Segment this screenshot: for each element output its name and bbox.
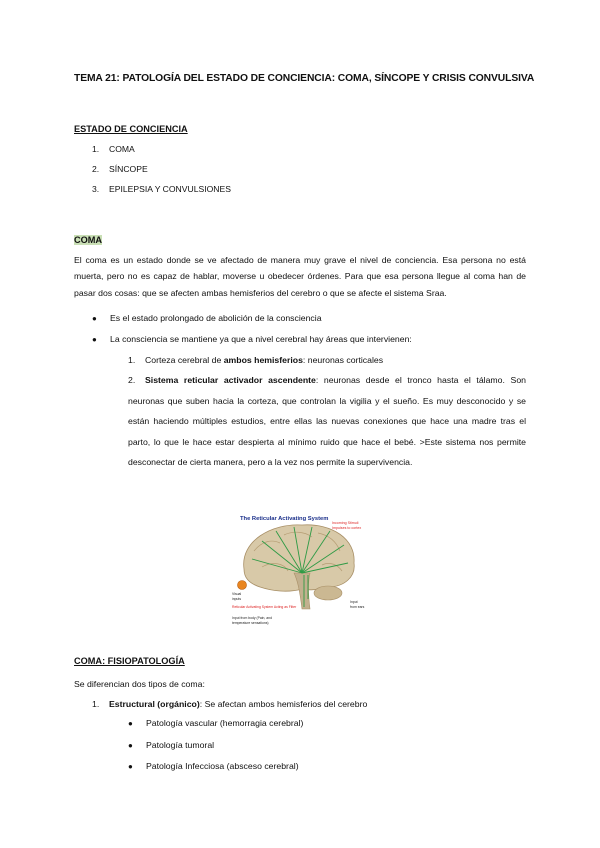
- list-item: [128, 761, 299, 771]
- sub-bold: Sistema reticular activador ascendente: [145, 375, 316, 385]
- label-top-right-2: Impulses to cortex: [332, 526, 362, 530]
- label-bottom-2: temperature sensations): [232, 621, 269, 625]
- list-text: SÍNCOPE: [109, 164, 148, 174]
- bullet-text: Patología tumoral: [146, 740, 215, 750]
- bullet-text: La consciencia se mantiene ya que a nivel cerebral hay áreas que intervienen:: [110, 334, 412, 344]
- label-left-1: Visual: [232, 592, 242, 596]
- list-number: 1.: [128, 355, 136, 365]
- page-title: TEMA 21: PATOLOGÍA DEL ESTADO DE CONCIENCIA: COMA, SÍNCOPE Y CRISIS CONVULSIVA: [74, 73, 535, 84]
- item-bold: Estructural (orgánico): [109, 699, 200, 709]
- brain-diagram: [232, 511, 382, 631]
- list-item: [92, 144, 135, 154]
- list-item: [128, 718, 303, 728]
- fisio-intro: Se diferencian dos tipos de coma:: [74, 679, 205, 689]
- list-item: [92, 313, 322, 323]
- list-text: COMA: [109, 144, 135, 154]
- eye-icon: [238, 581, 247, 590]
- sub-bold: ambos hemisferios: [223, 355, 303, 365]
- bullet-icon: ●: [92, 314, 97, 323]
- coma-paragraph: El coma es un estado donde se ve afectado de manera muy grave el nivel de conciencia. Esa persona no está muerta, pero no es capaz de hablar, moverse u obedecer órdenes. Para que esa persona llegue al coma han de pasar dos cosas: que se afecten ambas hemisferios del cerebro o que se afecte el sistema Sraa.: [74, 255, 526, 298]
- list-item: [92, 164, 148, 174]
- bullet-text: Patología vascular (hemorragia cerebral): [146, 718, 304, 728]
- section-heading-estado: ESTADO DE CONCIENCIA: [74, 124, 188, 134]
- bullet-icon: ●: [128, 762, 133, 771]
- bullet-text: Es el estado prolongado de abolición de la consciencia: [110, 313, 322, 323]
- label-right-2: from ears: [350, 605, 365, 609]
- list-number: 3.: [92, 184, 100, 194]
- label-top-right: Incoming Stimuli: [332, 521, 359, 525]
- list-item: [92, 184, 231, 194]
- label-right-1: Input: [350, 600, 358, 604]
- figure-title: The Reticular Activating System: [240, 516, 329, 522]
- coma-heading: COMA: [74, 235, 103, 245]
- sub-text: Corteza cerebral de: [145, 355, 224, 365]
- label-left-2: inputs: [232, 597, 242, 601]
- sub-item-sistema: [128, 370, 526, 473]
- fisio-item-estructural: [92, 699, 367, 709]
- bullet-icon: ●: [128, 741, 133, 750]
- label-red: Reticular Activating System Acting as Filter: [232, 605, 297, 609]
- list-item: [128, 740, 214, 750]
- coma-heading-wrap: [74, 235, 102, 245]
- bullet-text: Patología Infecciosa (absceso cerebral): [146, 761, 299, 771]
- list-text: EPILEPSIA Y CONVULSIONES: [109, 184, 231, 194]
- list-number: 1.: [92, 144, 100, 154]
- item-text: : Se afectan ambos hemisferios del cerebro: [199, 699, 368, 709]
- list-number: 2.: [92, 164, 100, 174]
- sub-text: : neuronas corticales: [302, 355, 384, 365]
- list-item: [92, 334, 412, 344]
- section-heading-fisio: COMA: FISIOPATOLOGÍA: [74, 656, 185, 666]
- sub-text: : neuronas desde el tronco hasta el tálamo. Son neuronas que suben hacia la corteza, que controlan la vigilia y el sueño. Es muy desconocido y se están haciendo múltiples estudios, entre ellas las nuevas conexiones que hace una madre tras el parto, lo que le hace estar despierta al mínimo ruido que hace el bebé. >Este sistema nos permite desconectar de cierta manera, pero a la vez nos permite la supervivencia.: [128, 375, 526, 467]
- label-bottom-1: Input from body (Pain, and: [232, 616, 272, 620]
- sub-item-corteza: [128, 350, 526, 371]
- reticular-system-figure: [232, 511, 382, 631]
- cerebellum: [314, 586, 342, 600]
- list-number: 2.: [128, 375, 136, 385]
- list-number: 1.: [92, 699, 100, 709]
- bullet-icon: ●: [92, 335, 97, 344]
- bullet-icon: ●: [128, 719, 133, 728]
